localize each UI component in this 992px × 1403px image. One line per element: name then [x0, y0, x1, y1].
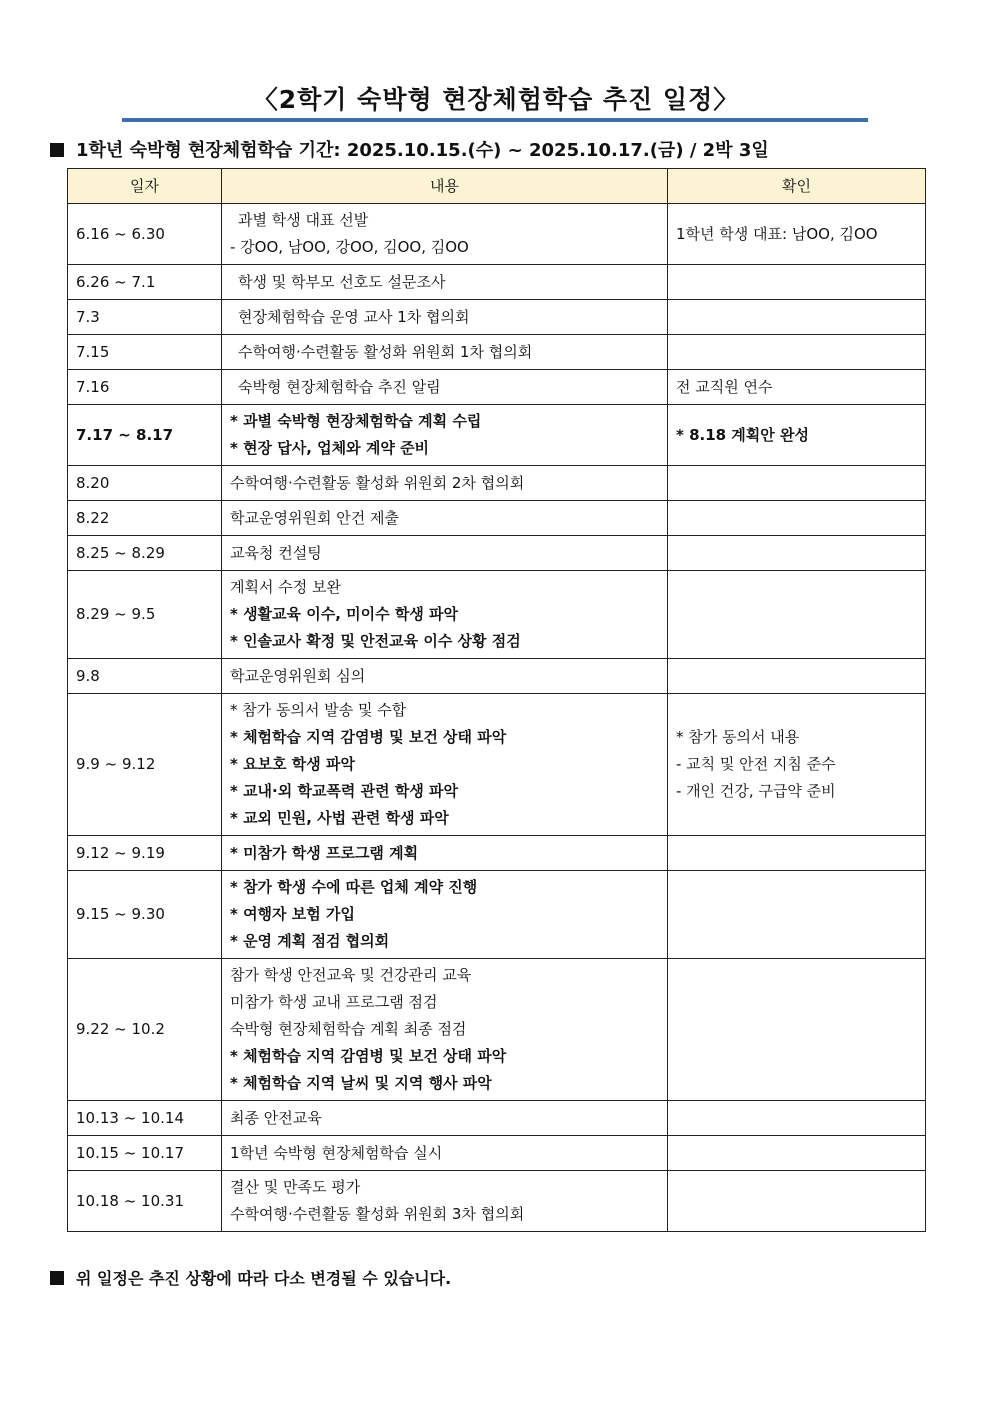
content-line: 교육청 컨설팅: [230, 543, 322, 562]
content-line: 숙박형 현장체험학습 계획 최종 점검: [230, 1020, 467, 1038]
table-row: [68, 659, 926, 694]
table-row: [68, 1171, 926, 1232]
date-cell: 9.9 ~ 9.12: [68, 694, 222, 836]
content-line: * 현장 답사, 업체와 계약 준비: [230, 439, 430, 457]
content-line: 미참가 학생 교내 프로그램 점검: [230, 993, 438, 1011]
content-line: 계획서 수정 보완: [230, 578, 341, 596]
check-line: * 8.18 계획안 완성: [676, 425, 809, 444]
check-line: - 개인 건강, 구급약 준비: [676, 782, 836, 800]
table-row: [68, 536, 926, 571]
content-cell: [222, 536, 668, 571]
content-line: 학생 및 학부모 선호도 설문조사: [238, 272, 446, 291]
content-line: 참가 학생 안전교육 및 건강관리 교육: [230, 966, 472, 984]
date-cell: 9.12 ~ 9.19: [68, 836, 222, 871]
check-cell: [668, 204, 926, 265]
content-cell: [222, 405, 668, 466]
content-cell: [222, 959, 668, 1101]
content-line: * 여행자 보험 가입: [230, 905, 355, 923]
check-cell: [668, 466, 926, 501]
table-row: [68, 466, 926, 501]
date-cell: 8.20: [68, 466, 222, 501]
content-line: 학교운영위원회 안건 제출: [230, 508, 399, 527]
date-cell: 9.22 ~ 10.2: [68, 959, 222, 1101]
content-line: - 강OO, 남OO, 강OO, 김OO, 김OO: [230, 238, 469, 256]
check-cell: [668, 1101, 926, 1136]
table-row: [68, 571, 926, 659]
date-cell: 7.3: [68, 300, 222, 335]
check-cell: [668, 871, 926, 959]
check-line: - 교칙 및 안전 지침 준수: [676, 755, 836, 773]
check-cell: [668, 1136, 926, 1171]
table-row: [68, 335, 926, 370]
content-line: * 미참가 학생 프로그램 계획: [230, 843, 419, 862]
check-line: 1학년 학생 대표: 남OO, 김OO: [676, 224, 878, 243]
content-cell: [222, 1101, 668, 1136]
content-line: 결산 및 만족도 평가: [230, 1178, 361, 1196]
footnote-line: [50, 1266, 451, 1289]
header-check: 확인: [668, 169, 926, 204]
content-cell: [222, 1171, 668, 1232]
table-row: [68, 370, 926, 405]
content-line: 숙박형 현장체험학습 추진 알림: [238, 377, 441, 396]
content-line: * 참가 동의서 발송 및 수합: [230, 701, 407, 719]
date-cell: 7.15: [68, 335, 222, 370]
content-cell: [222, 204, 668, 265]
content-cell: [222, 659, 668, 694]
content-line: * 과별 숙박형 현장체험학습 계획 수립: [230, 412, 482, 430]
date-cell: 10.18 ~ 10.31: [68, 1171, 222, 1232]
check-cell: [668, 300, 926, 335]
content-line: * 참가 학생 수에 따른 업체 계약 진행: [230, 878, 478, 896]
content-line: * 생활교육 이수, 미이수 학생 파악: [230, 605, 459, 623]
content-cell: [222, 571, 668, 659]
period-line: [50, 136, 769, 162]
content-line: * 교외 민원, 사법 관련 학생 파악: [230, 809, 449, 827]
date-cell: 7.16: [68, 370, 222, 405]
content-line: * 체험학습 지역 감염병 및 보건 상태 파악: [230, 728, 507, 746]
content-line: 최종 안전교육: [230, 1108, 322, 1127]
content-cell: [222, 501, 668, 536]
check-cell: [668, 571, 926, 659]
check-cell: [668, 370, 926, 405]
check-cell: [668, 959, 926, 1101]
check-cell: [668, 501, 926, 536]
content-line: * 운영 계획 점검 협의회: [230, 932, 390, 950]
content-line: 수학여행·수련활동 활성화 위원회 2차 협의회: [230, 473, 525, 492]
square-bullet-icon: [50, 1271, 64, 1285]
check-line: 전 교직원 연수: [676, 377, 773, 396]
page-title: 〈2학기 숙박형 현장체험학습 추진 일정〉: [252, 85, 740, 114]
content-line: * 요보호 학생 파악: [230, 755, 355, 773]
date-cell: 9.8: [68, 659, 222, 694]
date-cell: 10.13 ~ 10.14: [68, 1101, 222, 1136]
check-cell: [668, 405, 926, 466]
check-cell: [668, 536, 926, 571]
content-cell: [222, 370, 668, 405]
content-cell: [222, 871, 668, 959]
table-row: [68, 1136, 926, 1171]
content-cell: [222, 300, 668, 335]
content-cell: [222, 1136, 668, 1171]
table-row: [68, 501, 926, 536]
content-line: 현장체험학습 운영 교사 1차 협의회: [238, 307, 470, 326]
content-line: 학교운영위원회 심의: [230, 666, 366, 685]
header-date: 일자: [68, 169, 222, 204]
table-row: [68, 959, 926, 1101]
date-cell: 10.15 ~ 10.17: [68, 1136, 222, 1171]
check-cell: [668, 265, 926, 300]
date-cell: 6.16 ~ 6.30: [68, 204, 222, 265]
check-cell: [668, 335, 926, 370]
table-row: [68, 871, 926, 959]
check-cell: [668, 659, 926, 694]
content-cell: [222, 836, 668, 871]
table-row: [68, 265, 926, 300]
date-cell: 7.17 ~ 8.17: [68, 405, 222, 466]
check-line: * 참가 동의서 내용: [676, 728, 800, 746]
date-cell: 8.22: [68, 501, 222, 536]
content-cell: [222, 335, 668, 370]
content-line: 수학여행·수련활동 활성화 위원회 3차 협의회: [230, 1205, 525, 1223]
content-cell: [222, 265, 668, 300]
content-line: * 체험학습 지역 날씨 및 지역 행사 파악: [230, 1074, 492, 1092]
table-row: [68, 694, 926, 836]
header-content: 내용: [222, 169, 668, 204]
date-cell: 9.15 ~ 9.30: [68, 871, 222, 959]
schedule-table: [67, 168, 926, 1232]
content-line: * 체험학습 지역 감염병 및 보건 상태 파악: [230, 1047, 507, 1065]
content-line: * 교내·외 학교폭력 관련 학생 파악: [230, 782, 459, 800]
title-underline: [122, 118, 868, 122]
check-cell: [668, 836, 926, 871]
period-text: 1학년 숙박형 현장체험학습 기간: 2025.10.15.(수) ~ 2025.10.17.(금) / 2박 3일: [76, 140, 769, 161]
footnote-text: 위 일정은 추진 상황에 따라 다소 변경될 수 있습니다.: [76, 1269, 452, 1288]
content-line: 수학여행·수련활동 활성화 위원회 1차 협의회: [238, 342, 533, 361]
content-cell: [222, 466, 668, 501]
table-row: [68, 405, 926, 466]
table-row: [68, 836, 926, 871]
content-cell: [222, 694, 668, 836]
table-row: [68, 300, 926, 335]
table-row: [68, 1101, 926, 1136]
date-cell: 6.26 ~ 7.1: [68, 265, 222, 300]
table-row: [68, 204, 926, 265]
date-cell: 8.29 ~ 9.5: [68, 571, 222, 659]
check-cell: [668, 1171, 926, 1232]
content-line: 과별 학생 대표 선발: [238, 211, 369, 229]
square-bullet-icon: [50, 143, 64, 157]
content-line: 1학년 숙박형 현장체험학습 실시: [230, 1143, 443, 1162]
date-cell: 8.25 ~ 8.29: [68, 536, 222, 571]
table-header-row: [68, 169, 926, 204]
check-cell: [668, 694, 926, 836]
content-line: * 인솔교사 확정 및 안전교육 이수 상황 점검: [230, 632, 521, 650]
